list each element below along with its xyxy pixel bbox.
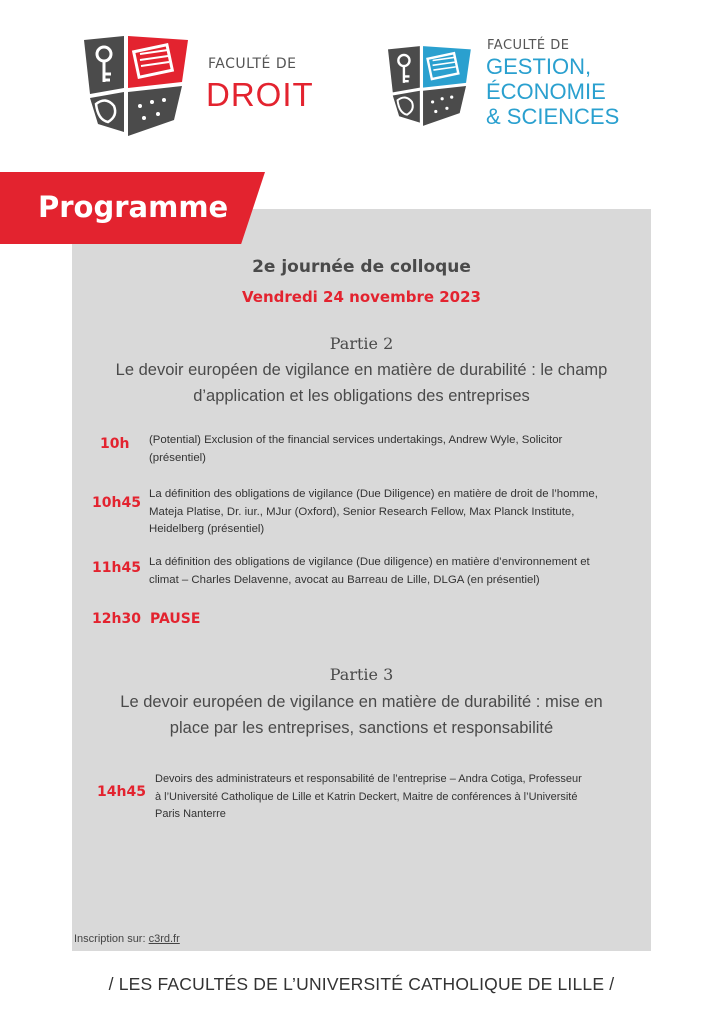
session-time: 14h45 [97,784,146,800]
pause-label: PAUSE [150,611,201,627]
university-crest-icon [388,44,474,128]
part3-title-line1: Le devoir européen de vigilance en matière de durabilité : mise en [120,693,603,711]
logo-gestion-line2: GESTION, [486,54,592,79]
footer-universite: / LES FACULTÉS DE L’UNIVERSITÉ CATHOLIQUE DE LILLE / [108,974,615,994]
session-desc-line: La définition des obligations de vigilance (Due Diligence) en matière de droit de l’homme, [149,488,598,500]
part2-label: Partie 2 [329,334,394,353]
session-description [155,771,582,824]
session-desc-line: à l’Université Catholique de Lille et Katrin Deckert, Maitre de conférences à l’Université [155,790,578,803]
part2-title-line2: d’application et les obligations des entreprises [193,387,530,405]
session-desc-line: Paris Nanterre [155,808,226,821]
session-desc-line: Devoirs des administrateurs et responsabilité de l’entreprise – Andra Cotiga, Professeur [155,773,582,785]
colloque-date: Vendredi 24 novembre 2023 [242,288,481,306]
session-time: 12h30 [92,611,141,627]
part2-title-line1: Le devoir européen de vigilance en matière de durabilité : le champ [115,361,608,379]
part3-label: Partie 3 [329,665,394,684]
programme-banner-label: Programme [38,190,229,224]
session-description [149,432,562,467]
inscription-label: Inscription sur: [74,933,146,945]
logo-gestion-line3: ÉCONOMIE [486,79,606,104]
session-desc-line: Mateja Platise, Dr. iur., MJur (Oxford), Senior Research Fellow, Max Planck Institute, [149,505,575,518]
inscription [74,933,180,945]
session-desc-line: Heidelberg (présentiel) [149,523,265,536]
session-desc-line: climat – Charles Delavenne, avocat au Barreau de Lille, DLGA (en présentiel) [149,573,540,586]
university-crest-icon [84,34,192,138]
session-desc-line: (Potential) Exclusion of the financial services undertakings, Andrew Wyle, Solicitor [149,434,563,446]
session-description [149,486,598,539]
logo-droit-line2: DROIT [206,76,314,113]
inscription-link[interactable]: c3rd.fr [148,933,180,945]
session-time: 10h [100,436,130,452]
session-time: 10h45 [92,495,141,511]
colloque-title: 2e journée de colloque [252,257,471,277]
logo-gestion-line4: & SCIENCES [486,104,620,129]
logo-gestion-line1: FACULTÉ DE [487,38,570,53]
session-description [149,554,590,589]
logo-droit-line1: FACULTÉ DE [208,56,297,72]
session-time: 11h45 [92,560,141,576]
session-desc-line: La définition des obligations de vigilance (Due diligence) en matière d’environnement et [149,556,590,568]
session-desc-line: (présentiel) [149,451,206,464]
part3-title-line2: place par les entreprises, sanctions et responsabilité [169,719,554,737]
